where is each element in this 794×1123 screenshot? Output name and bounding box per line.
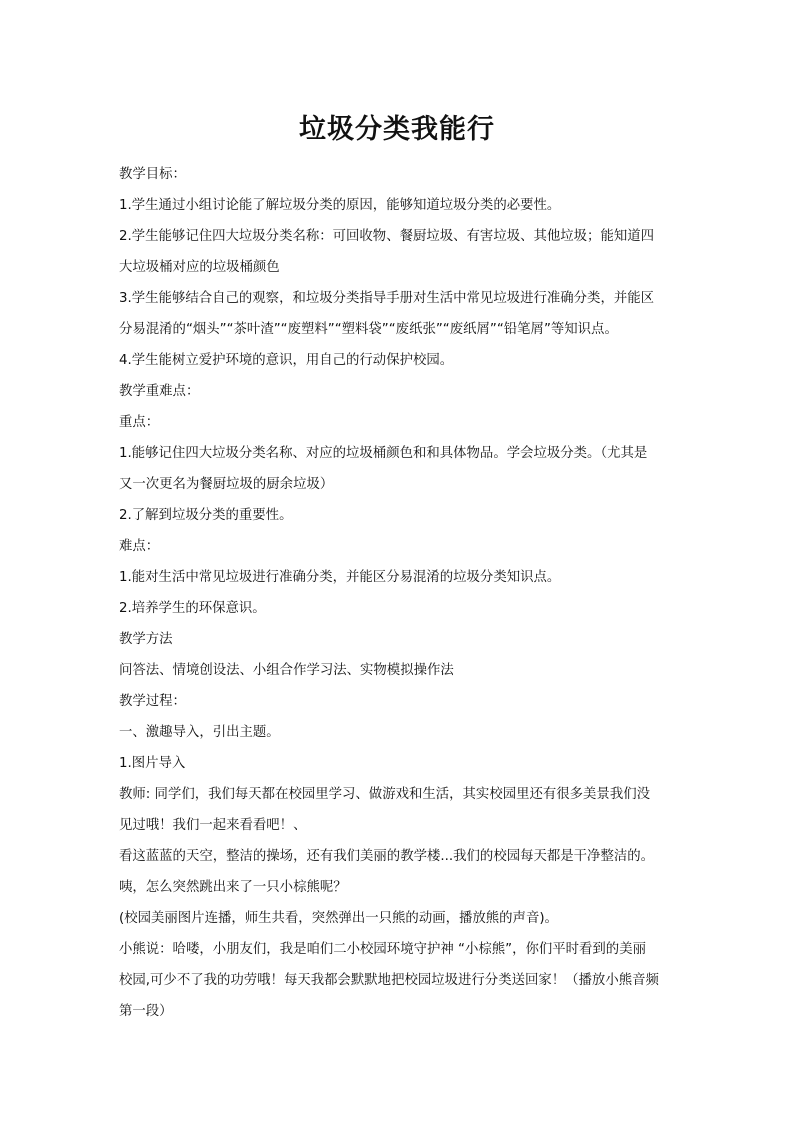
text-line: 教学目标： xyxy=(119,167,186,182)
text-line: 4.学生能树立爱护环境的意识，用自己的行动保护校园。 xyxy=(119,353,454,368)
text-line: 大垃圾桶对应的垃圾桶颜色 xyxy=(119,260,280,275)
document-body xyxy=(119,159,679,1027)
text-line: 见过哦！我们一起来看看吧！、 xyxy=(119,818,307,833)
text-line: 2.学生能够记住四大垃圾分类名称：可回收物、餐厨垃圾、有害垃圾、其他垃圾；能知道四 xyxy=(119,229,655,244)
document-title: 垃圾分类我能行 xyxy=(299,114,495,145)
text-line: 1.能够记住四大垃圾分类名称、对应的垃圾桶颜色和和具体物品。学会垃圾分类。（尤其是 xyxy=(119,446,648,461)
text-line: 问答法、情境创设法、小组合作学习法、实物模拟操作法 xyxy=(119,663,454,678)
text-line: 1.学生通过小组讨论能了解垃圾分类的原因，能够知道垃圾分类的必要性。 xyxy=(119,198,561,213)
text-line: 小熊说：哈喽，小朋友们，我是咱们二小校园环境守护神 “小棕熊”，你们平时看到的美丽 xyxy=(119,942,646,957)
text-line: 1.图片导入 xyxy=(119,756,186,771)
text-line: 教学过程： xyxy=(119,694,186,709)
text-line: 教师: 同学们，我们每天都在校园里学习、做游戏和生活，其实校园里还有很多美景我们没 xyxy=(119,787,650,802)
text-line: 教学重难点： xyxy=(119,384,200,399)
text-line: 分易混淆的“烟头”“茶叶渣”“废塑料”“塑料袋”“废纸张”“废纸屑”“铅笔屑”等知识点。 xyxy=(119,322,618,337)
text-line: 咦，怎么突然跳出来了一只小棕熊呢？ xyxy=(119,880,347,895)
text-line: 教学方法 xyxy=(119,632,173,647)
text-line: 又一次更名为餐厨垃圾的厨余垃圾） xyxy=(119,477,334,492)
text-line: 2.培养学生的环保意识。 xyxy=(119,601,266,616)
text-line: 3.学生能够结合自己的观察，和垃圾分类指导手册对生活中常见垃圾进行准确分类，并能区 xyxy=(119,291,655,306)
text-line: 2.了解到垃圾分类的重要性。 xyxy=(119,508,293,523)
text-line: 一、激趣导入，引出主题。 xyxy=(119,725,280,740)
text-line: 校园,可少不了我的功劳哦！每天我都会默默地把校园垃圾进行分类送回家！（播放小熊音频 xyxy=(119,973,659,988)
text-line: 看这蓝蓝的天空，整洁的操场，还有我们美丽的教学楼...我们的校园每天都是干净整洁的。 xyxy=(119,849,655,864)
text-line: 难点： xyxy=(119,539,160,554)
text-line: 1.能对生活中常见垃圾进行准确分类，并能区分易混淆的垃圾分类知识点。 xyxy=(119,570,561,585)
text-line: 重点： xyxy=(119,415,160,430)
text-line: 第一段） xyxy=(119,1004,173,1019)
text-line: (校园美丽图片连播，师生共看，突然弹出一只熊的动画，播放熊的声音)。 xyxy=(119,911,558,926)
